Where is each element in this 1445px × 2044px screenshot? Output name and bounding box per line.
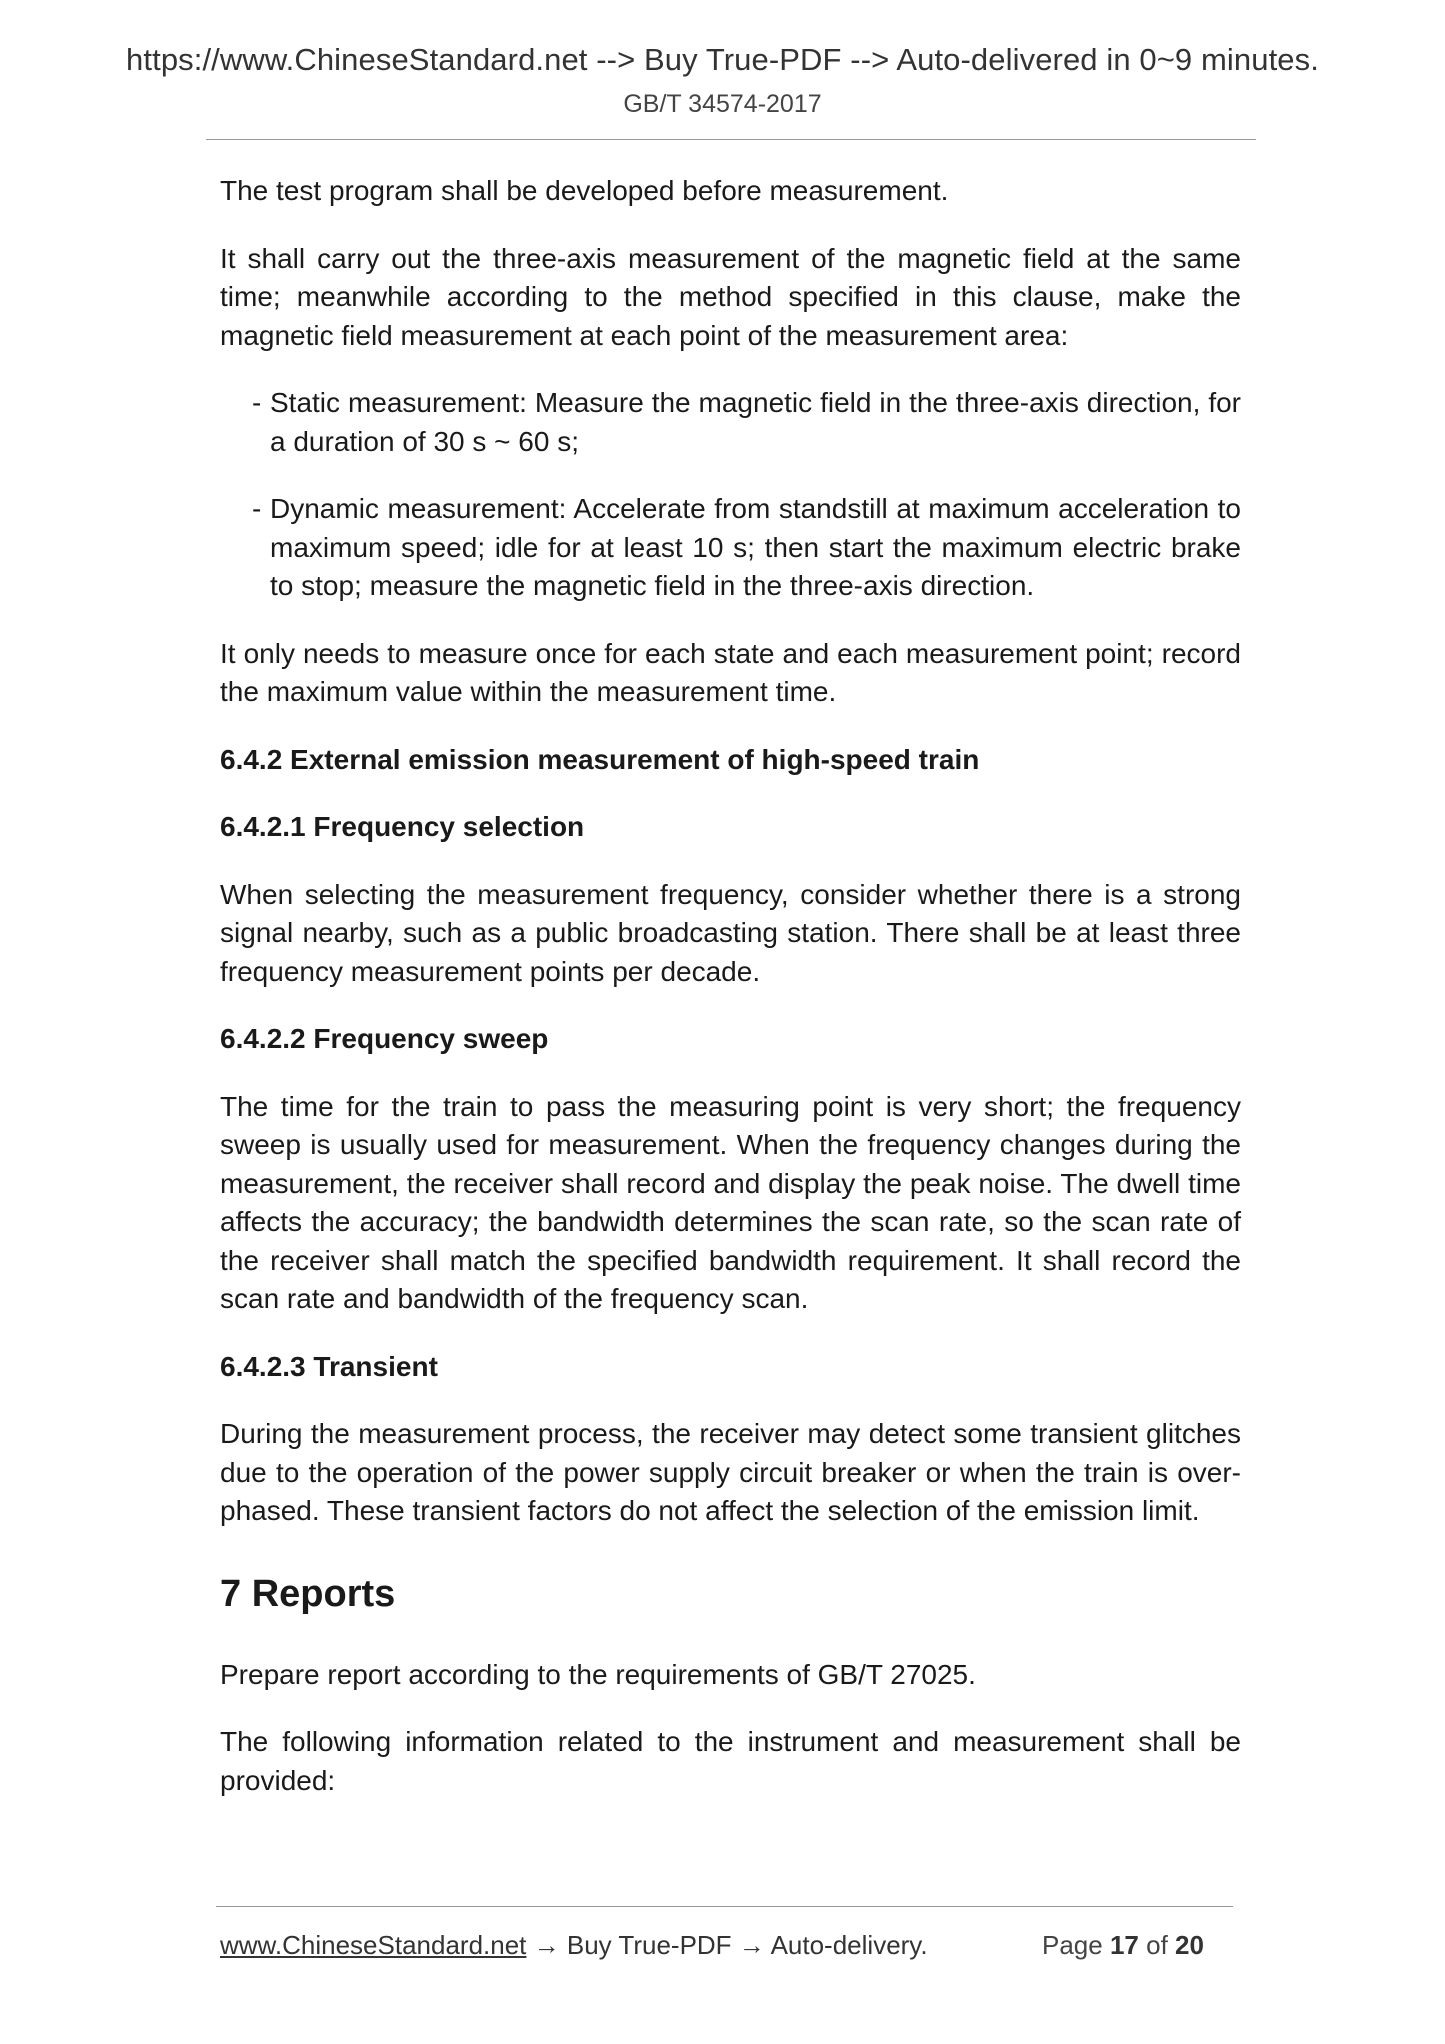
document-code: GB/T 34574-2017	[623, 90, 822, 118]
bullet-dash: -	[252, 387, 262, 418]
section-heading: 6.4.2.2 Frequency sweep	[220, 1023, 549, 1054]
header-divider	[206, 139, 1256, 140]
top-banner: https://www.ChineseStandard.net --> Buy True-PDF --> Auto-delivered in 0~9 minutes.	[126, 42, 1319, 77]
of-label: of	[1146, 1930, 1168, 1960]
list-item	[220, 490, 1241, 606]
list-item-text: Dynamic measurement: Accelerate from standstill at maximum acceleration to maximum speed; idle for at least 10 s; then start the maximum electric brake to stop; measure the magnetic field in the three-axis direction.	[270, 493, 1241, 601]
section-heading: 6.4.2.1 Frequency selection	[220, 811, 585, 842]
page-content	[220, 172, 1241, 1829]
paragraph: The following information related to the instrument and measurement shall be provided:	[220, 1726, 1241, 1796]
paragraph: During the measurement process, the receiver may detect some transient glitches due to the operation of the power supply circuit breaker or when the train is over-phased. These transient factors do not affect the selection of the emission limit.	[220, 1418, 1241, 1526]
footer-tagline: → Buy True-PDF → Auto-delivery.	[526, 1930, 928, 1960]
list-item-text: Static measurement: Measure the magnetic field in the three-axis direction, for a duration of 30 s ~ 60 s;	[270, 387, 1241, 457]
list-item	[220, 384, 1241, 461]
bullet-dash: -	[252, 493, 262, 524]
chapter-heading: 7 Reports	[220, 1572, 396, 1615]
footer-divider	[216, 1906, 1233, 1907]
paragraph: The test program shall be developed before measurement.	[220, 175, 949, 206]
paragraph: It shall carry out the three-axis measurement of the magnetic field at the same time; meanwhile according to the method specified in this clause, make the magnetic field measurement at each point of the measurement area:	[220, 242, 1241, 351]
page-total: 20	[1175, 1930, 1204, 1960]
paragraph: It only needs to measure once for each state and each measurement point; record the maximum value within the measurement time.	[220, 637, 1241, 707]
page-indicator	[1042, 1930, 1204, 1961]
section-heading: 6.4.2.3 Transient	[220, 1350, 438, 1382]
page-label: Page	[1042, 1930, 1103, 1960]
paragraph: When selecting the measurement frequency, consider whether there is a strong signal nearby, such as a public broadcasting station. There shall be at least three frequency measurement points per decade.	[220, 878, 1241, 987]
section-heading: 6.4.2 External emission measurement of high-speed train	[220, 743, 980, 775]
footer-site-link[interactable]: www.ChineseStandard.net	[220, 1930, 527, 1960]
paragraph: Prepare report according to the requirements of GB/T 27025.	[220, 1658, 976, 1690]
page-number: 17	[1109, 1930, 1139, 1960]
footer-link-area	[220, 1930, 928, 1961]
paragraph: The time for the train to pass the measuring point is very short; the frequency sweep is usually used for measurement. When the frequency changes during the measurement, the receiver shall record and display the peak noise. The dwell time affects the accuracy; the bandwidth determines the scan rate, so the scan rate of the receiver shall match the specified bandwidth requirement. It shall record the scan rate and bandwidth of the frequency scan.	[220, 1090, 1241, 1314]
